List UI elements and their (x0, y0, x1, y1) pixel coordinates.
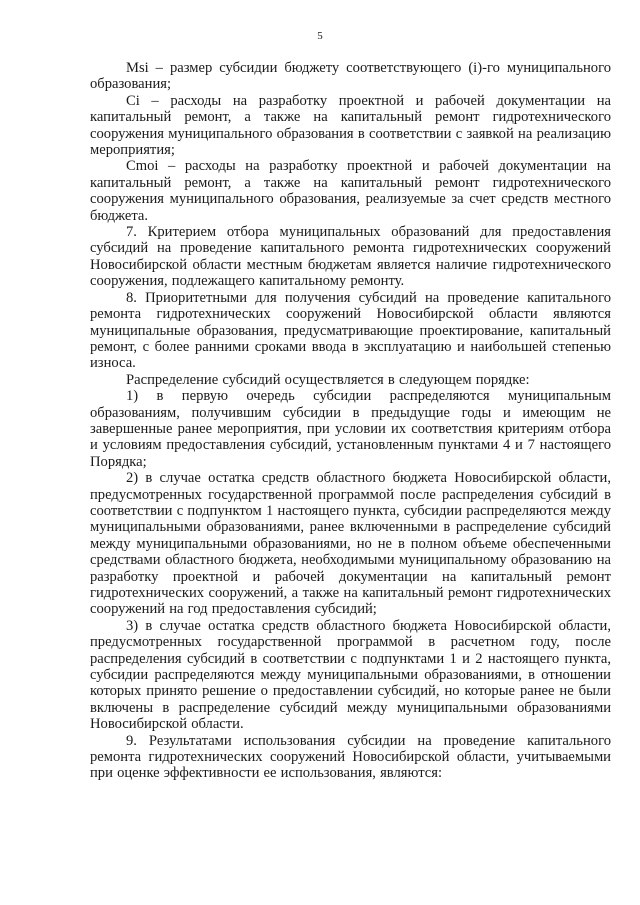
paragraph-ci-definition: Ci – расходы на разработку проектной и рабочей документации на капитальный ремонт, а также на капитальный ремонт гидротехнического сооружения муниципального образования в соответствии с заявкой на реализацию мероприятия; (90, 92, 611, 159)
document-body (90, 60, 611, 782)
paragraph-subitem-1: 1) в первую очередь субсидии распределяются муниципальным образованиям, получившим субсидии в предыдущие годы и имеющим не завершенные ранее мероприятия, при условии их соответствия критериям отбора и условиям предоставления субсидий, установленным пунктами 4 и 7 настоящего Порядка; (90, 388, 611, 470)
paragraph-distribution-order: Распределение субсидий осуществляется в следующем порядке: (126, 371, 530, 388)
paragraph-msi-definition: Msi – размер субсидии бюджету соответствующего (i)-го муниципального образования; (90, 60, 611, 93)
paragraph-clause-7: 7. Критерием отбора муниципальных образований для предоставления субсидий на проведение капитального ремонта гидротехнических сооружений Новосибирской области местным бюджетам является наличие гидротехнического сооружения, подлежащего капитальному ремонту. (90, 224, 611, 290)
page-number: 5 (317, 30, 323, 42)
paragraph-cmoi-definition: Cmoi – расходы на разработку проектной и рабочей документации на капитальный ремонт, а также на капитальный ремонт гидротехнического сооружения муниципального образования, реализуемые за счет средств местного бюджета. (90, 158, 611, 224)
paragraph-subitem-2: 2) в случае остатка средств областного бюджета Новосибирской области, предусмотренных государственной программой после распределения субсидий в соответствии с подпунктом 1 настоящего пункта, субсидии распределяются между муниципальными образованиями, ранее включенными в распределение субсидий между муниципальными образованиями, но не в полном объеме обеспеченными средствами областного бюджета, необходимыми муниципальному образованию на разработку проектной и рабочей документации на капитальный ремонт гидротехнических сооружений, а также на капитальный ремонт гидротехнических сооружений на год предоставления субсидий; (90, 470, 611, 618)
paragraph-clause-9: 9. Результатами использования субсидии на проведение капитального ремонта гидротехнических сооружений Новосибирской области, учитываемыми при оценке эффективности ее использования, являются: (90, 732, 611, 782)
paragraph-subitem-3: 3) в случае остатка средств областного бюджета Новосибирской области, предусмотренных государственной программой в расчетном году, после распределения субсидий в соответствии с подпунктами 1 и 2 настоящего пункта, субсидии распределяются между муниципальными образованиями, в отношении которых принято решение о предоставлении субсидий, но которые ранее не были включены в распределение субсидий между муниципальными образованиями Новосибирской области. (90, 617, 611, 733)
paragraph-clause-8: 8. Приоритетными для получения субсидий на проведение капитального ремонта гидротехнических сооружений Новосибирской области являются муниципальные образования, предусматривающие проектирование, капитальный ремонт, с более ранними сроками ввода в эксплуатацию и наибольшей степенью износа. (90, 289, 611, 372)
